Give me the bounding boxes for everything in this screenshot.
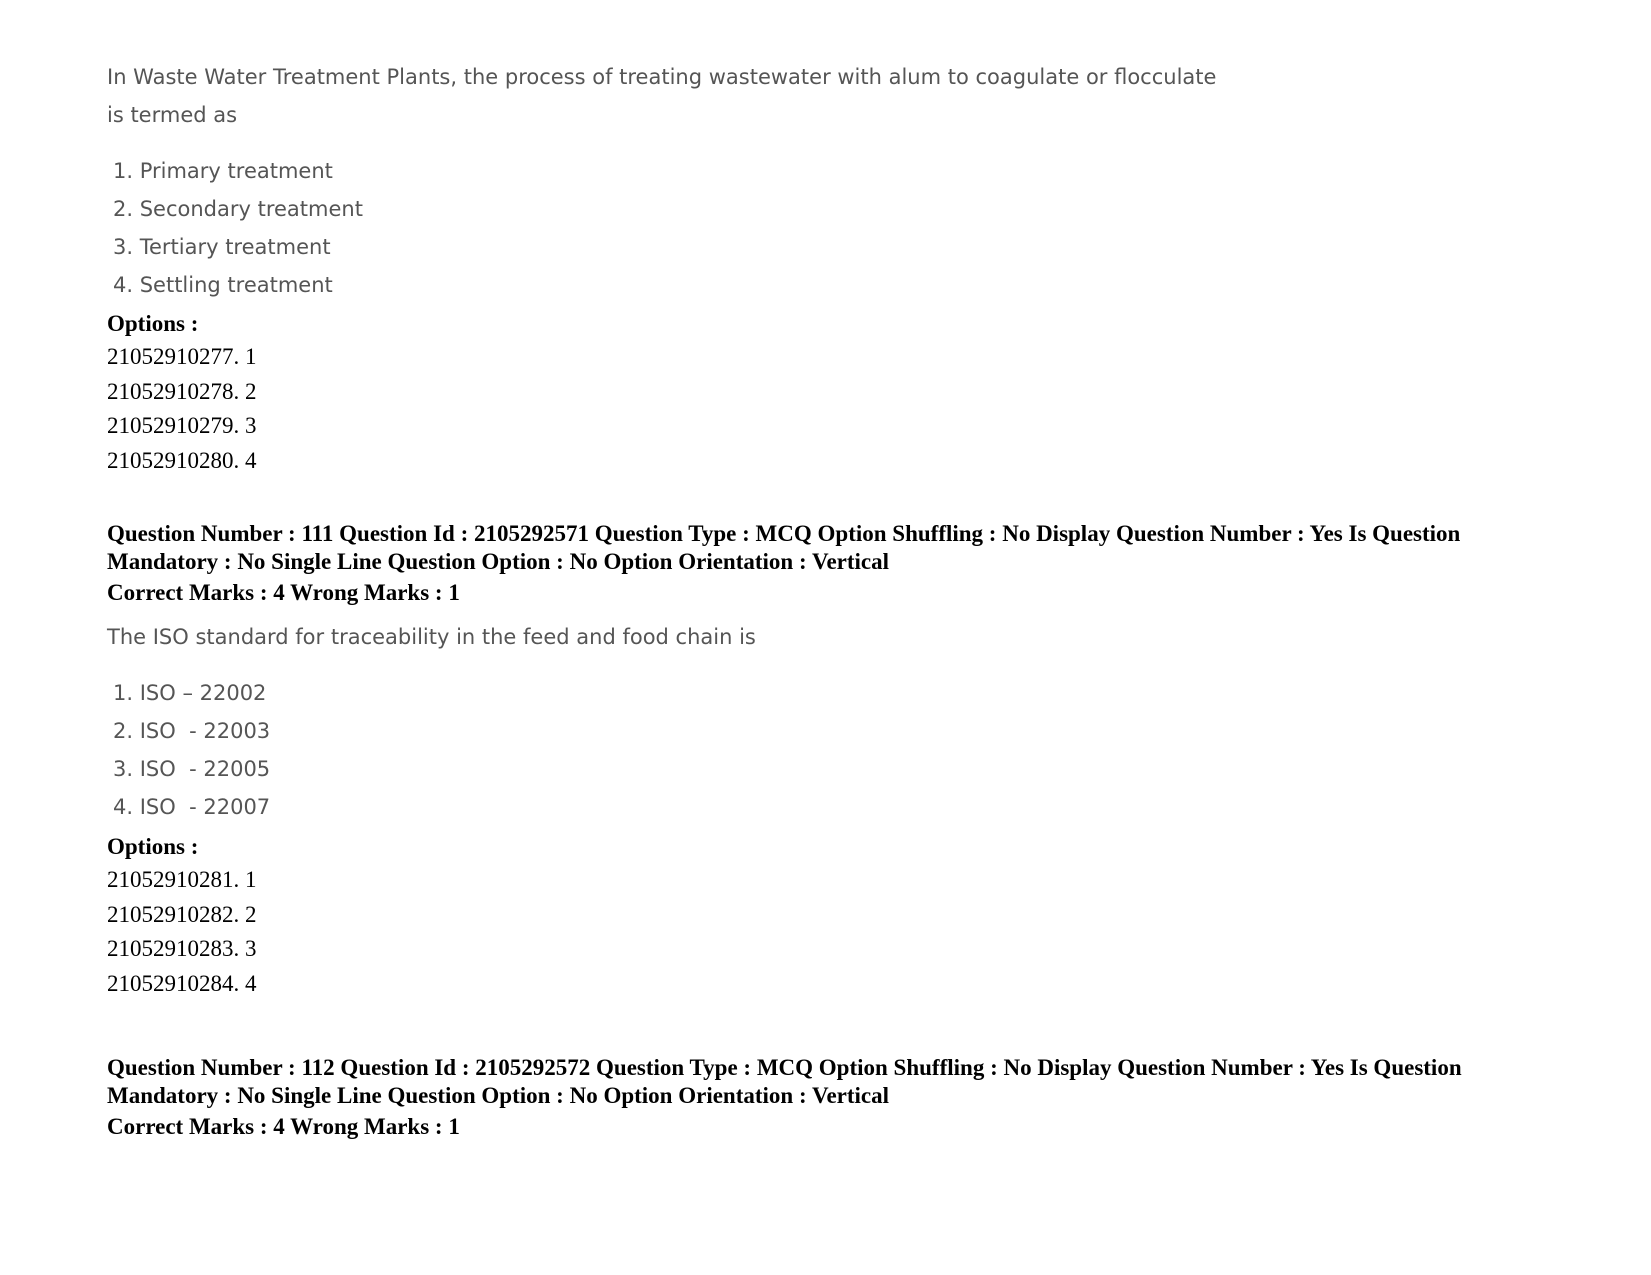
option-row: 21052910280. 4 xyxy=(107,447,257,473)
choice-item: 1. ISO – 22002 xyxy=(113,681,267,705)
choice-item: 4. ISO - 22007 xyxy=(113,795,271,819)
choice-item: 4. Settling treatment xyxy=(113,273,333,297)
question-110-body xyxy=(107,58,1217,134)
question-110-options xyxy=(107,307,257,478)
option-row: 21052910284. 4 xyxy=(107,970,257,996)
question-meta: Question Number : 112 Question Id : 2105292572 Question Type : MCQ Option Shuffling : No Display Question Number : Yes Is Question Mandatory : No Single Line Question Option : No Option Orientation : Vertical xyxy=(107,1055,1462,1108)
question-111-header xyxy=(107,520,1527,610)
question-111-options xyxy=(107,830,257,1001)
question-marks: Correct Marks : 4 Wrong Marks : 1 xyxy=(107,580,460,605)
option-row: 21052910278. 2 xyxy=(107,378,257,404)
question-111-body xyxy=(107,618,1217,656)
choice-item: 1. Primary treatment xyxy=(113,159,333,183)
question-marks: Correct Marks : 4 Wrong Marks : 1 xyxy=(107,1114,460,1139)
question-meta: Question Number : 111 Question Id : 2105292571 Question Type : MCQ Option Shuffling : No Display Question Number : Yes Is Question Mandatory : No Single Line Question Option : No Option Orientation : Vertical xyxy=(107,521,1461,574)
choice-list xyxy=(107,152,363,304)
options-label: Options : xyxy=(107,834,199,859)
question-text: In Waste Water Treatment Plants, the process of treating wastewater with alum to coagulate or flocculate is termed as xyxy=(107,65,1217,127)
option-row: 21052910277. 1 xyxy=(107,344,257,369)
question-112-header xyxy=(107,1054,1527,1144)
option-row: 21052910279. 3 xyxy=(107,413,257,438)
choice-item: 3. ISO - 22005 xyxy=(113,757,271,781)
question-text: The ISO standard for traceability in the feed and food chain is xyxy=(107,625,756,649)
option-row: 21052910283. 3 xyxy=(107,936,257,961)
choice-item: 3. Tertiary treatment xyxy=(113,235,331,259)
question-111-choices xyxy=(107,674,270,826)
choice-item: 2. ISO - 22003 xyxy=(113,719,271,743)
choice-item: 2. Secondary treatment xyxy=(113,197,363,221)
option-row: 21052910281. 1 xyxy=(107,867,257,892)
options-label: Options : xyxy=(107,311,199,336)
choice-list xyxy=(107,674,270,826)
option-row: 21052910282. 2 xyxy=(107,901,257,927)
question-110-choices xyxy=(107,152,363,304)
